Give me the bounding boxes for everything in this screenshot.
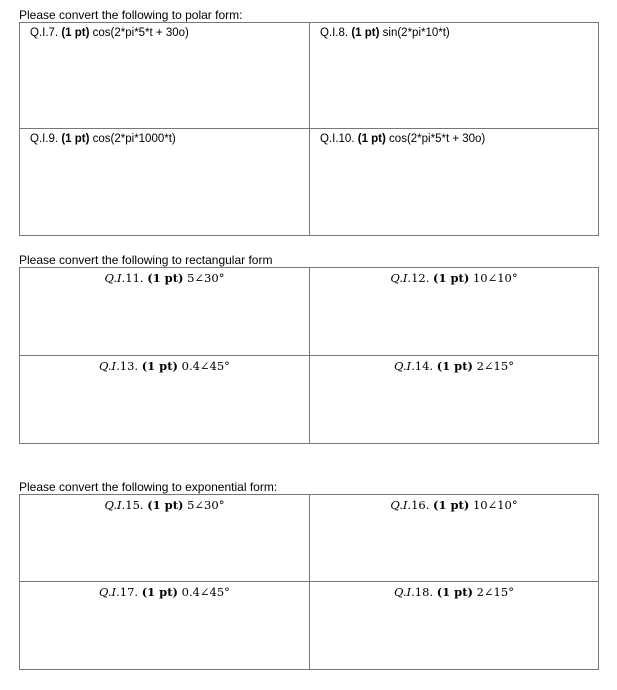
answer-box-q15[interactable] bbox=[20, 495, 310, 582]
question-q16: Q.I.16. (1 pt) 10∠10° bbox=[390, 498, 518, 512]
question-q12: Q.I.12. (1 pt) 10∠10° bbox=[390, 271, 518, 285]
polar-answer-grid bbox=[19, 22, 599, 236]
question-q11: Q.I.11. (1 pt) 5∠30° bbox=[104, 271, 225, 285]
question-q7: Q.I.7. (1 pt) cos(2*pi*5*t + 30o) bbox=[30, 27, 189, 39]
answer-box-q10[interactable] bbox=[310, 129, 598, 235]
question-q18: Q.I.18. (1 pt) 2∠15° bbox=[394, 585, 514, 599]
answer-box-q11[interactable] bbox=[20, 268, 310, 356]
exponential-answer-grid bbox=[19, 494, 599, 670]
answer-box-q8[interactable] bbox=[310, 23, 598, 129]
polar-section-title: Please convert the following to polar form: bbox=[19, 8, 243, 22]
question-q14: Q.I.14. (1 pt) 2∠15° bbox=[394, 359, 514, 373]
answer-box-q12[interactable] bbox=[310, 268, 598, 356]
question-q15: Q.I.15. (1 pt) 5∠30° bbox=[104, 498, 225, 512]
rectangular-answer-grid bbox=[19, 267, 599, 444]
answer-box-q7[interactable] bbox=[20, 23, 310, 129]
rectangular-section-title: Please convert the following to rectangular form bbox=[19, 253, 273, 267]
answer-box-q14[interactable] bbox=[310, 356, 598, 443]
question-q10: Q.I.10. (1 pt) cos(2*pi*5*t + 30o) bbox=[320, 133, 486, 145]
exponential-section-title: Please convert the following to exponential form: bbox=[19, 480, 278, 494]
question-q9: Q.I.9. (1 pt) cos(2*pi*1000*t) bbox=[30, 133, 176, 145]
answer-box-q17[interactable] bbox=[20, 582, 310, 669]
question-q13: Q.I.13. (1 pt) 0.4∠45° bbox=[99, 359, 230, 373]
question-q8: Q.I.8. (1 pt) sin(2*pi*10*t) bbox=[320, 27, 450, 39]
answer-box-q13[interactable] bbox=[20, 356, 310, 443]
question-q17: Q.I.17. (1 pt) 0.4∠45° bbox=[99, 585, 230, 599]
answer-box-q16[interactable] bbox=[310, 495, 598, 582]
answer-box-q9[interactable] bbox=[20, 129, 310, 235]
answer-box-q18[interactable] bbox=[310, 582, 598, 669]
